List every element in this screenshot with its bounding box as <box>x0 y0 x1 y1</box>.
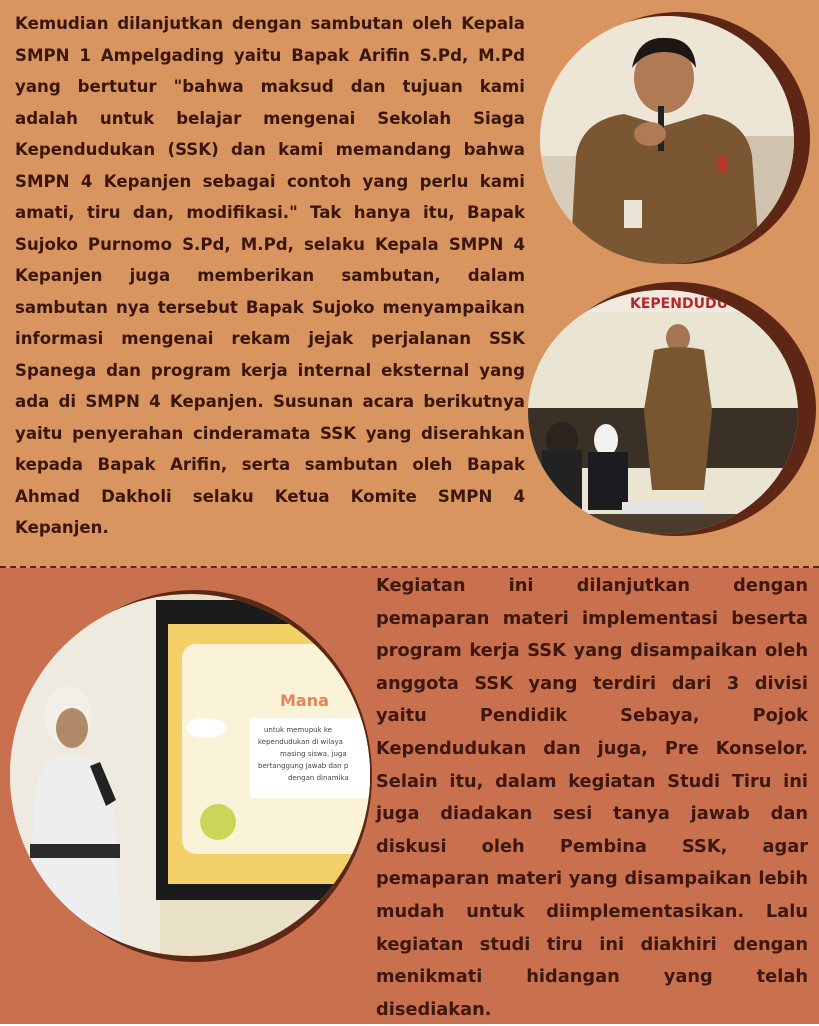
slide-title: Mana <box>280 691 329 710</box>
slide-line-1: untuk memupuk ke <box>264 726 332 734</box>
photo-2-hall <box>528 290 798 534</box>
slide-line-3: masing siswa, juga <box>280 750 347 758</box>
banner-text: KEPENDUDU <box>630 296 728 312</box>
photo-3-presentation <box>10 594 370 956</box>
bottom-paragraph: Kegiatan ini dilanjutkan dengan pemaparan materi implementasi beserta program kerja SSK yang disampaikan oleh anggota SSK yang terdiri dari 3 divisi yaitu Pendidik Sebaya, Pojok Kependudukan dan juga, Pre Konselor. Selain itu, dalam kegiatan Studi Tiru ini juga diadakan sesi tanya jawab dan diskusi oleh Pembina SSK, agar pemaparan materi yang disampaikan lebih mudah untuk diimplementasikan. Lalu kegiatan studi tiru ini diakhiri dengan menikmati hidangan yang telah disediakan. <box>376 575 808 1020</box>
photo-1-speaker <box>540 16 794 264</box>
slide-line-5: dengan dinamika <box>288 774 349 782</box>
slide-line-2: kependudukan di wilaya <box>258 738 343 746</box>
top-paragraph: Kemudian dilanjutkan dengan sambutan oleh Kepala SMPN 1 Ampelgading yaitu Bapak Arifin S.Pd, M.Pd yang bertutur "bahwa maksud dan tujuan kami adalah untuk belajar mengenai Sekolah Siaga Kependudukan (SSK) dan kami memandang bahwa SMPN 4 Kepanjen sebagai contoh yang perlu kami amati, tiru dan, modifikasi." Tak hanya itu, Bapak Sujoko Purnomo S.Pd, M.Pd, selaku Kepala SMPN 4 Kepanjen juga memberikan sambutan, dalam sambutan nya tersebut Bapak Sujoko menyampaikan informasi mengenai rekam jejak perjalanan SSK Spanega dan program kerja internal eksternal yang ada di SMPN 4 Kepanjen. Susunan acara berikutnya yaitu penyerahan cinderamata SSK yang diserahkan kepada Bapak Arifin, serta sambutan oleh Bapak Ahmad Dakholi selaku Ketua Komite SMPN 4 Kepanjen. <box>15 14 525 537</box>
dashed-divider <box>0 566 819 568</box>
slide-line-4: bertanggung jawab dan p <box>258 762 349 770</box>
